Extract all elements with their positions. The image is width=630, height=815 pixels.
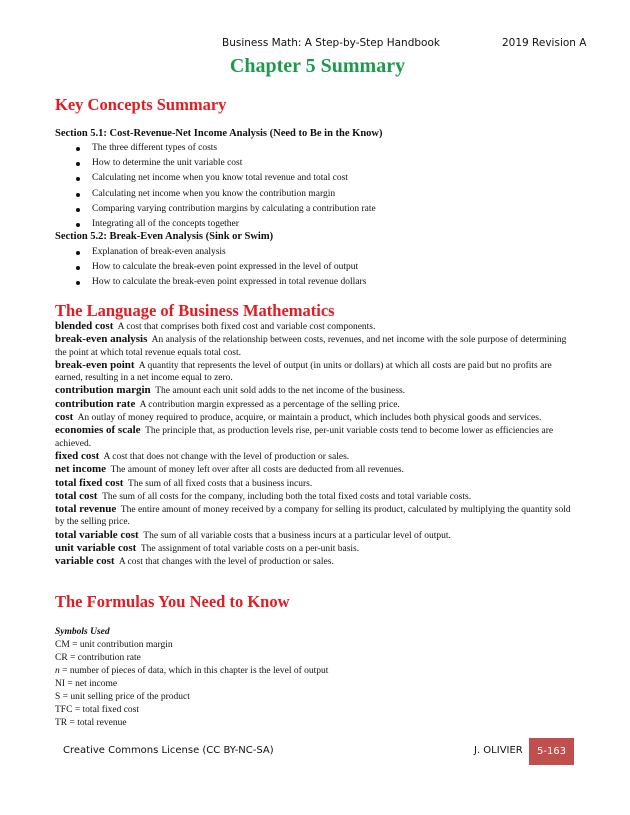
list-item: How to calculate the break-even point expressed in total revenue dollars [72, 275, 366, 290]
glossary-entry: contribution margin The amount each unit sold adds to the net income of the business. [55, 384, 406, 397]
list-item: Explanation of break-even analysis [72, 245, 366, 260]
symbol-definition: TR = total revenue [55, 718, 127, 728]
author-name: J. OLIVIER [474, 745, 523, 756]
list-item: How to determine the unit variable cost [72, 156, 376, 171]
section-5-2-title: Section 5.2: Break-Even Analysis (Sink or Swim) [55, 231, 274, 242]
symbols-title: Symbols Used [55, 627, 110, 637]
glossary-entry: net income The amount of money left over after all costs are deducted from all revenues. [55, 463, 404, 476]
key-concepts-heading: Key Concepts Summary [55, 95, 227, 114]
list-item: How to calculate the break-even point expressed in the level of output [72, 260, 366, 275]
bullet-icon [76, 251, 80, 255]
glossary-entry: economies of scale The principle that, as production levels rise, per-unit variable costs tend to become lower as efficiencies are achieved. [55, 424, 554, 449]
page-number-badge: 5-163 [529, 738, 574, 765]
symbol-definition: n = number of pieces of data, which in this chapter is the level of output [55, 666, 329, 676]
glossary-entry: blended cost A cost that comprises both fixed cost and variable cost components. [55, 320, 376, 332]
bullet-icon [76, 177, 80, 181]
list-item: Integrating all of the concepts together [72, 217, 376, 232]
formulas-heading: The Formulas You Need to Know [55, 592, 290, 611]
bullet-icon [76, 208, 80, 212]
license-text: Creative Commons License (CC BY-NC-SA) [63, 745, 274, 756]
list-item: Calculating net income when you know the contribution margin [72, 187, 376, 202]
glossary-entry: contribution rate A contribution margin expressed as a percentage of the selling price. [55, 397, 400, 410]
section-5-1-title: Section 5.1: Cost-Revenue-Net Income Analysis (Need to Be in the Know) [55, 128, 383, 139]
glossary-entry: fixed cost A cost that does not change with the level of production or sales. [55, 449, 350, 462]
symbol-definition: S = unit selling price of the product [55, 692, 190, 702]
symbols-list [55, 626, 328, 730]
symbol-definition: NI = net income [55, 679, 118, 689]
bullet-icon [76, 162, 80, 166]
section-5-1-list [72, 141, 376, 232]
section-5-2-list [72, 245, 366, 291]
list-item: Calculating net income when you know total revenue and total cost [72, 171, 376, 186]
glossary-entry: total variable cost The sum of all variable costs that a business incurs at a particular level of output. [55, 528, 451, 541]
symbol-definition: CR = contribution rate [55, 653, 141, 663]
language-heading: The Language of Business Mathematics [55, 301, 335, 320]
bullet-icon [76, 266, 80, 270]
glossary-entry: cost An outlay of money required to produce, acquire, or maintain a product, which includes both physical goods and services. [55, 411, 542, 424]
bullet-icon [76, 147, 80, 151]
symbol-definition: TFC = total fixed cost [55, 705, 140, 715]
running-header-title: Business Math: A Step-by-Step Handbook [222, 37, 440, 49]
glossary-entry: unit variable cost The assignment of total variable costs on a per-unit basis. [55, 542, 360, 555]
bullet-icon [76, 193, 80, 197]
glossary-entry: total cost The sum of all costs for the company, including both the total fixed costs and total variable costs. [55, 489, 472, 502]
running-header-revision: 2019 Revision A [502, 37, 587, 49]
glossary [55, 320, 580, 569]
glossary-entry: total fixed cost The sum of all fixed costs that a business incurs. [55, 476, 313, 489]
list-item: Comparing varying contribution margins by calculating a contribution rate [72, 202, 376, 217]
chapter-title: Chapter 5 Summary [229, 55, 406, 77]
glossary-entry: variable cost A cost that changes with the level of production or sales. [55, 555, 334, 568]
bullet-icon [76, 223, 80, 227]
glossary-entry: break-even analysis An analysis of the relationship between costs, revenues, and net income with the sole purpose of determining the point at which total revenue equals total cost. [55, 333, 567, 358]
bullet-icon [76, 281, 80, 285]
symbol-definition: CM = unit contribution margin [55, 640, 173, 650]
glossary-entry: break-even point A quantity that represents the level of output (in units or dollars) at which all costs are paid but no profits are earned, resulting in a net income equal to zero. [55, 358, 552, 384]
glossary-entry: total revenue The entire amount of money received by a company for selling its product, calculated by multiplying the quantity sold by the selling price. [55, 503, 571, 528]
list-item: The three different types of costs [72, 141, 376, 156]
